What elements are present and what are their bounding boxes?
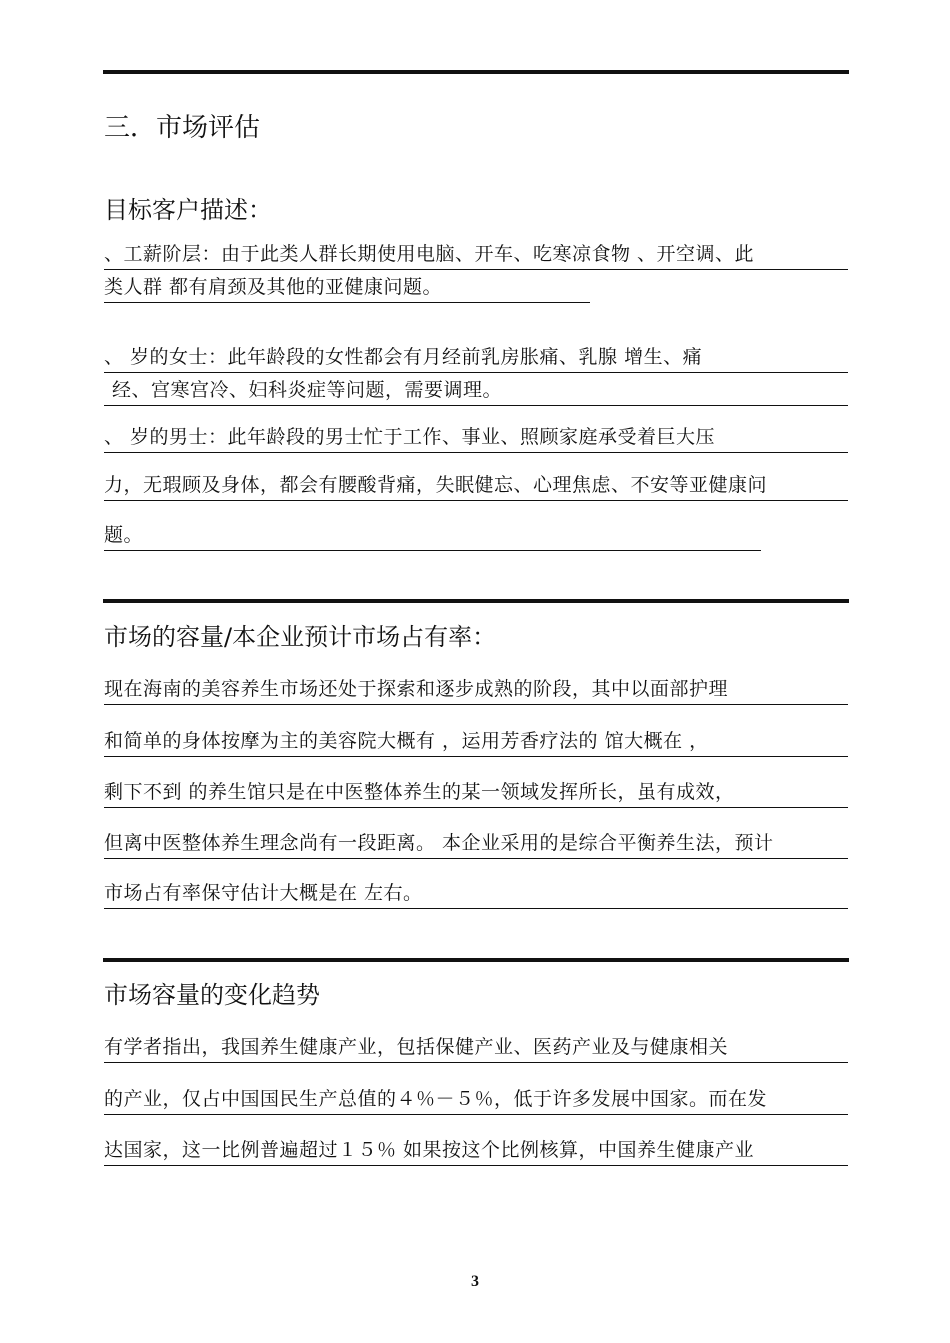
target-line-7: 题。 — [104, 523, 761, 551]
market-capacity-heading: 市场的容量/本企业预计市场占有率： — [104, 623, 497, 651]
trend-line-1: 有学者指出，我国养生健康产业，包括保健产业、医药产业及与健康相关 — [104, 1035, 848, 1063]
capacity-line-5: 市场占有率保守估计大概是在 左右。 — [104, 881, 848, 909]
trend-line-2: 的产业，仅占中国国民生产总值的４％－５％，低于许多发展中国家。而在发 — [104, 1087, 848, 1115]
section-title: 三．市场评估 — [104, 113, 261, 143]
target-line-6: 力，无瑕顾及身体，都会有腰酸背痛，失眠健忘、心理焦虑、不安等亚健康问 — [104, 473, 848, 501]
page-number: 3 — [471, 1273, 479, 1290]
target-line-2: 类人群 都有肩颈及其他的亚健康问题。 — [104, 275, 590, 303]
capacity-line-3: 剩下不到 的养生馆只是在中医整体养生的某一领域发挥所长，虽有成效， — [104, 780, 848, 808]
capacity-line-4: 但离中医整体养生理念尚有一段距离。 本企业采用的是综合平衡养生法，预计 — [104, 831, 848, 859]
trend-line-3: 达国家，这一比例普遍超过１５％ 如果按这个比例核算，中国养生健康产业 — [104, 1138, 848, 1166]
target-line-5: 、 岁的男士：此年龄段的男士忙于工作、事业、照顾家庭承受着巨大压 — [104, 425, 848, 453]
target-line-3: 、 岁的女士：此年龄段的女性都会有月经前乳房胀痛、乳腺 增生、痛 — [104, 345, 848, 373]
capacity-line-2: 和简单的身体按摩为主的美容院大概有 ，运用芳香疗法的 馆大概在 ， — [104, 729, 848, 757]
divider-rule-1 — [103, 599, 849, 603]
capacity-line-1: 现在海南的美容养生市场还处于探索和逐步成熟的阶段，其中以面部护理 — [104, 677, 848, 705]
target-line-4: 经、宫寒宫冷、妇科炎症等问题，需要调理。 — [104, 378, 848, 406]
target-customers-heading: 目标客户描述： — [104, 196, 272, 224]
capacity-trend-heading: 市场容量的变化趋势 — [104, 981, 320, 1009]
divider-rule-2 — [103, 958, 849, 962]
top-rule — [103, 70, 849, 74]
target-line-1: 、工薪阶层：由于此类人群长期使用电脑、开车、吃寒凉食物 、开空调、此 — [104, 242, 848, 270]
